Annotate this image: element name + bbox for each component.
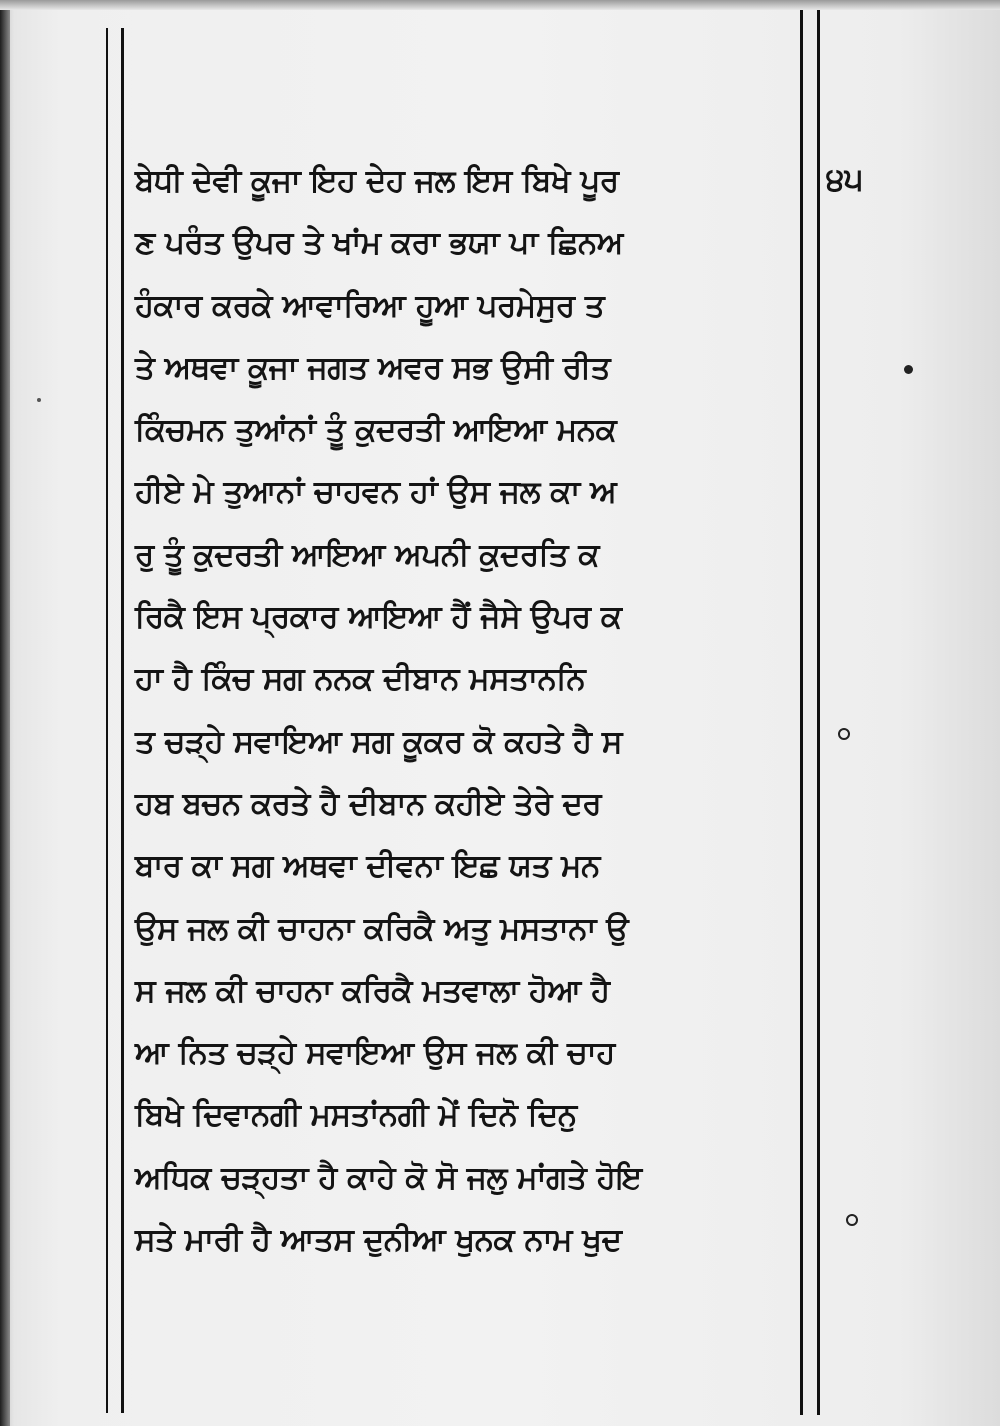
text-line: ਉਸ ਜਲ ਕੀ ਚਾਹਨਾ ਕਰਿਕੈ ਅਤੁ ਮਸਤਾਨਾ ਉ: [135, 910, 629, 947]
text-line: ਰੁ ਤੂੰ ਕੁਦਰਤੀ ਆਇਆ ਅਪਨੀ ਕੁਦਰਤਿ ਕ: [135, 536, 599, 573]
left-margin-rule-outer: [106, 28, 108, 1413]
text-line: ਬਾਰ ਕਾ ਸਗ ਅਥਵਾ ਦੀਵਨਾ ਇਛ ਯਤ ਮਨ: [135, 848, 600, 885]
margin-circle-mark: [846, 1214, 858, 1226]
text-line: ਹੰਕਾਰ ਕਰਕੇ ਆਵਾਰਿਆ ਹੂਆ ਪਰਮੇਸੁਰ ਤ: [135, 287, 605, 324]
text-line: ਸ ਜਲ ਕੀ ਚਾਹਨਾ ਕਰਿਕੈ ਮਤਵਾਲਾ ਹੋਆ ਹੈ: [135, 972, 610, 1009]
text-line: ਕਿੰਚਮਨ ਤੁਆਂਨਾਂ ਤੂੰ ਕੁਦਰਤੀ ਆਇਆ ਮਨਕ: [135, 412, 617, 449]
margin-circle-mark: [838, 728, 850, 740]
text-line: ਹੀਏ ਮੇ ਤੁਆਨਾਂ ਚਾਹਵਨ ਹਾਂ ਉਸ ਜਲ ਕਾ ਅ: [135, 474, 617, 511]
folio-number: ੪੫: [826, 160, 864, 198]
text-line: ਤ ਚੜ੍ਹੇ ਸਵਾਇਆ ਸਗ ਕੂਕਰ ਕੋ ਕਹਤੇ ਹੈ ਸ: [135, 723, 622, 760]
text-line: ਬਿਖੇ ਦਿਵਾਨਗੀ ਮਸਤਾਂਨਗੀ ਮੇਂ ਦਿਨੋ ਦਿਨੁ: [135, 1097, 577, 1134]
text-line: ਆ ਨਿਤ ਚੜ੍ਹੇ ਸਵਾਇਆ ਉਸ ਜਲ ਕੀ ਚਾਹ: [135, 1035, 615, 1072]
right-margin-rule-outer: [817, 10, 820, 1415]
manuscript-text: [135, 150, 800, 1271]
page-left-edge: [0, 0, 10, 1426]
text-line: ਹਾ ਹੈ ਕਿੰਚ ਸਗ ਨਨਕ ਦੀਬਾਨ ਮਸਤਾਨਨਿ: [135, 661, 586, 698]
page-top-edge: [0, 0, 1000, 10]
ink-spot: [904, 365, 913, 374]
text-line: ਰਿਕੈ ਇਸ ਪ੍ਰਕਾਰ ਆਇਆ ਹੈਂ ਜੈਸੇ ਉਪਰ ਕ: [135, 599, 622, 636]
left-margin-rule-inner: [121, 28, 124, 1413]
text-line: ਸਤੇ ਮਾਰੀ ਹੈ ਆਤਸ ਦੁਨੀਆ ਖੁਨਕ ਨਾਮ ਖੁਦ: [135, 1222, 622, 1259]
paper-speck: [37, 398, 41, 402]
text-line: ਬੇਧੀ ਦੇਵੀ ਕੂਜਾ ਇਹ ਦੇਹ ਜਲ ਇਸ ਬਿਖੇ ਪੂਰ: [135, 163, 619, 199]
text-line: ਅਧਿਕ ਚੜ੍ਹਤਾ ਹੈ ਕਾਹੇ ਕੋ ਸੋ ਜਲੁ ਮਾਂਗਤੇ ਹੋਇ: [135, 1159, 642, 1196]
right-margin-rule-inner: [800, 10, 803, 1415]
text-line: ਣ ਪਰੰਤ ਉਪਰ ਤੇ ਖਾਂਮ ਕਰਾ ਭਯਾ ਪਾ ਛਿਨਅ: [135, 225, 623, 262]
text-line: ਤੇ ਅਥਵਾ ਕੂਜਾ ਜਗਤ ਅਵਰ ਸਭ ਉਸੀ ਰੀਤ: [135, 349, 611, 386]
text-line: ਹਬ ਬਚਨ ਕਰਤੇ ਹੈ ਦੀਬਾਨ ਕਹੀਏ ਤੇਰੇ ਦਰ: [135, 785, 602, 822]
